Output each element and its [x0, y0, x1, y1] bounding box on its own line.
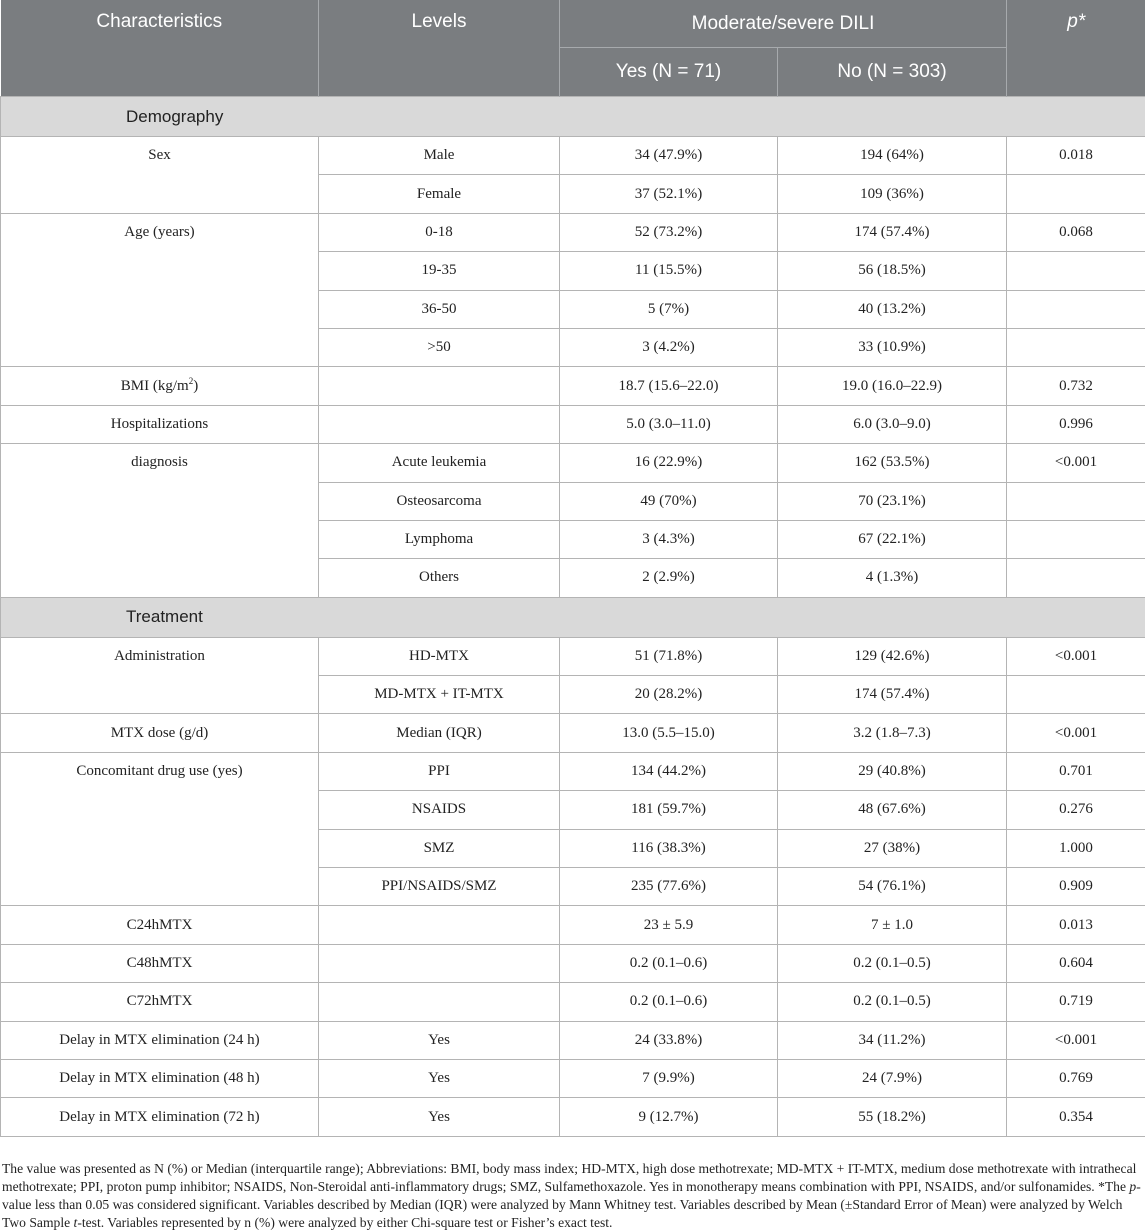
cell-level — [319, 405, 560, 443]
cell-no: 67 (22.1%) — [778, 520, 1007, 558]
cell-no: 54 (76.1%) — [778, 868, 1007, 906]
cell-yes: 24 (33.8%) — [560, 1021, 778, 1059]
cell-yes: 181 (59.7%) — [560, 791, 778, 829]
footnote-text-3: -test. Variables represented by n (%) were analyzed by either Chi-square test or Fisher’s exact test. — [77, 1215, 612, 1230]
cell-level: SMZ — [319, 829, 560, 867]
table-row — [1, 444, 1145, 482]
characteristic-suffix: ) — [193, 378, 198, 394]
cell-level: Yes — [319, 1098, 560, 1136]
header-levels: Levels — [319, 0, 560, 97]
cell-p-value — [1007, 559, 1145, 597]
cell-p-value: 0.013 — [1007, 906, 1145, 944]
cell-no: 19.0 (16.0–22.9) — [778, 367, 1007, 405]
footnote-text-1: The value was presented as N (%) or Median (interquartile range); Abbreviations: BMI, body mass index; HD-MTX, high dose methotrexate; MD-MTX + IT-MTX, medium dose methotrexate with intrathecal methotrexate; PPI, proton pump inhibitor; NSAIDS, Non-Steroidal anti-inflammatory drugs; SMZ, Sulfamethoxazole. Yes in monotherapy means combination with PPI, NSAIDS, and/or sulfonamides. *The — [2, 1161, 1136, 1194]
section-title: Treatment — [1, 597, 1145, 637]
cell-p-value: 0.769 — [1007, 1059, 1145, 1097]
table-header — [1, 0, 1145, 97]
cell-no: 33 (10.9%) — [778, 328, 1007, 366]
cell-yes: 9 (12.7%) — [560, 1098, 778, 1136]
table-row — [1, 367, 1145, 405]
cell-characteristic — [1, 944, 319, 982]
cell-p-value: 0.719 — [1007, 983, 1145, 1021]
cell-no: 55 (18.2%) — [778, 1098, 1007, 1136]
table-row — [1, 137, 1145, 175]
cell-characteristic — [1, 213, 319, 367]
cell-level — [319, 944, 560, 982]
cell-no: 24 (7.9%) — [778, 1059, 1007, 1097]
cell-p-value — [1007, 290, 1145, 328]
characteristic-label: BMI (kg/m — [121, 378, 189, 394]
cell-yes: 3 (4.2%) — [560, 328, 778, 366]
table-row — [1, 1059, 1145, 1097]
cell-level — [319, 983, 560, 1021]
characteristic-label: C48hMTX — [127, 955, 193, 971]
cell-level: Others — [319, 559, 560, 597]
cell-p-value: 0.068 — [1007, 213, 1145, 251]
characteristic-label: Sex — [148, 147, 171, 163]
table-row — [1, 405, 1145, 443]
characteristic-label: Administration — [114, 648, 205, 664]
cell-level: Median (IQR) — [319, 714, 560, 752]
footnote — [2, 1160, 1143, 1232]
cell-yes: 134 (44.2%) — [560, 752, 778, 790]
cell-p-value — [1007, 252, 1145, 290]
cell-yes: 0.2 (0.1–0.6) — [560, 983, 778, 1021]
cell-p-value: 1.000 — [1007, 829, 1145, 867]
header-dili-group: Moderate/severe DILI — [560, 0, 1007, 48]
cell-no: 129 (42.6%) — [778, 637, 1007, 675]
cell-characteristic — [1, 444, 319, 598]
cell-no: 70 (23.1%) — [778, 482, 1007, 520]
cell-p-value: 0.732 — [1007, 367, 1145, 405]
cell-characteristic — [1, 714, 319, 752]
cell-level: Osteosarcoma — [319, 482, 560, 520]
cell-yes: 116 (38.3%) — [560, 829, 778, 867]
cell-level: HD-MTX — [319, 637, 560, 675]
characteristic-label: MTX dose (g/d) — [111, 725, 209, 741]
cell-yes: 235 (77.6%) — [560, 868, 778, 906]
cell-p-value — [1007, 482, 1145, 520]
characteristic-label: Delay in MTX elimination (72 h) — [59, 1109, 259, 1125]
cell-level: Female — [319, 175, 560, 213]
cell-level: Acute leukemia — [319, 444, 560, 482]
cell-yes: 18.7 (15.6–22.0) — [560, 367, 778, 405]
section-row — [1, 97, 1145, 137]
table-row — [1, 906, 1145, 944]
cell-level — [319, 367, 560, 405]
cell-level: 36-50 — [319, 290, 560, 328]
cell-yes: 2 (2.9%) — [560, 559, 778, 597]
cell-level: 0-18 — [319, 213, 560, 251]
cell-yes: 11 (15.5%) — [560, 252, 778, 290]
section-title: Demography — [1, 97, 1145, 137]
table-row — [1, 1098, 1145, 1136]
cell-no: 7 ± 1.0 — [778, 906, 1007, 944]
cell-yes: 16 (22.9%) — [560, 444, 778, 482]
cell-characteristic — [1, 367, 319, 405]
cell-yes: 3 (4.3%) — [560, 520, 778, 558]
cell-p-value: 0.354 — [1007, 1098, 1145, 1136]
cell-no: 6.0 (3.0–9.0) — [778, 405, 1007, 443]
table-row — [1, 752, 1145, 790]
cell-p-value — [1007, 676, 1145, 714]
cell-characteristic — [1, 906, 319, 944]
cell-no: 48 (67.6%) — [778, 791, 1007, 829]
characteristic-label: C24hMTX — [127, 917, 193, 933]
table-row — [1, 944, 1145, 982]
characteristic-label: diagnosis — [131, 454, 188, 470]
footnote-text-2: -value less than 0.05 was considered significant. Variables described by Median (IQR) were analyzed by Mann Whitney test. Variables described by Mean (±Standard Error of Mean) were analyzed by Welch Two Sample — [2, 1179, 1141, 1230]
section-row — [1, 597, 1145, 637]
header-characteristics: Characteristics — [1, 0, 319, 97]
characteristic-label: Delay in MTX elimination (48 h) — [59, 1070, 259, 1086]
cell-characteristic — [1, 1059, 319, 1097]
cell-no: 0.2 (0.1–0.5) — [778, 983, 1007, 1021]
cell-level: NSAIDS — [319, 791, 560, 829]
cell-no: 3.2 (1.8–7.3) — [778, 714, 1007, 752]
cell-level: Lymphoma — [319, 520, 560, 558]
cell-yes: 0.2 (0.1–0.6) — [560, 944, 778, 982]
cell-no: 34 (11.2%) — [778, 1021, 1007, 1059]
cell-p-value: 0.909 — [1007, 868, 1145, 906]
cell-characteristic — [1, 137, 319, 214]
cell-yes: 5 (7%) — [560, 290, 778, 328]
cell-characteristic — [1, 405, 319, 443]
cell-no: 109 (36%) — [778, 175, 1007, 213]
cell-level: >50 — [319, 328, 560, 366]
cell-p-value: 0.018 — [1007, 137, 1145, 175]
cell-level: PPI — [319, 752, 560, 790]
table-row — [1, 714, 1145, 752]
cell-yes: 49 (70%) — [560, 482, 778, 520]
characteristic-label: Concomitant drug use (yes) — [76, 763, 242, 779]
cell-no: 194 (64%) — [778, 137, 1007, 175]
cell-level: PPI/NSAIDS/SMZ — [319, 868, 560, 906]
cell-p-value: 0.701 — [1007, 752, 1145, 790]
cell-p-value: <0.001 — [1007, 637, 1145, 675]
cell-no: 0.2 (0.1–0.5) — [778, 944, 1007, 982]
cell-no: 40 (13.2%) — [778, 290, 1007, 328]
cell-characteristic — [1, 752, 319, 906]
cell-p-value — [1007, 328, 1145, 366]
cell-no: 174 (57.4%) — [778, 676, 1007, 714]
cell-no: 174 (57.4%) — [778, 213, 1007, 251]
cell-level: Yes — [319, 1059, 560, 1097]
cell-no: 27 (38%) — [778, 829, 1007, 867]
cell-no: 162 (53.5%) — [778, 444, 1007, 482]
footnote-t-italic: t — [74, 1215, 78, 1230]
cell-level: MD-MTX + IT-MTX — [319, 676, 560, 714]
cell-p-value: 0.996 — [1007, 405, 1145, 443]
characteristic-label: Hospitalizations — [111, 416, 209, 432]
cell-level: Yes — [319, 1021, 560, 1059]
cell-yes: 7 (9.9%) — [560, 1059, 778, 1097]
cell-p-value: <0.001 — [1007, 714, 1145, 752]
cell-no: 56 (18.5%) — [778, 252, 1007, 290]
characteristic-label: C72hMTX — [127, 993, 193, 1009]
cell-characteristic — [1, 637, 319, 714]
footnote-p-italic: p — [1129, 1179, 1136, 1194]
characteristic-label: Delay in MTX elimination (24 h) — [59, 1032, 259, 1048]
header-p-value: p* — [1007, 0, 1145, 97]
cell-level — [319, 906, 560, 944]
cell-yes: 34 (47.9%) — [560, 137, 778, 175]
cell-yes: 37 (52.1%) — [560, 175, 778, 213]
cell-characteristic — [1, 1021, 319, 1059]
cell-characteristic — [1, 983, 319, 1021]
cell-level: 19-35 — [319, 252, 560, 290]
characteristic-superscript: 2 — [189, 376, 194, 386]
cell-p-value: <0.001 — [1007, 1021, 1145, 1059]
characteristic-label: Age (years) — [124, 224, 194, 240]
table-row — [1, 1021, 1145, 1059]
cell-yes: 5.0 (3.0–11.0) — [560, 405, 778, 443]
table-row — [1, 637, 1145, 675]
cell-yes: 52 (73.2%) — [560, 213, 778, 251]
header-no: No (N = 303) — [778, 48, 1007, 97]
cell-yes: 20 (28.2%) — [560, 676, 778, 714]
cell-p-value: 0.604 — [1007, 944, 1145, 982]
table-row — [1, 213, 1145, 251]
cell-characteristic — [1, 1098, 319, 1136]
table-row — [1, 983, 1145, 1021]
cell-level: Male — [319, 137, 560, 175]
cell-p-value — [1007, 520, 1145, 558]
cell-yes: 23 ± 5.9 — [560, 906, 778, 944]
header-yes: Yes (N = 71) — [560, 48, 778, 97]
cell-yes: 51 (71.8%) — [560, 637, 778, 675]
cell-no: 29 (40.8%) — [778, 752, 1007, 790]
cell-p-value: 0.276 — [1007, 791, 1145, 829]
cell-p-value — [1007, 175, 1145, 213]
table-body — [1, 97, 1145, 1137]
cell-no: 4 (1.3%) — [778, 559, 1007, 597]
cell-yes: 13.0 (5.5–15.0) — [560, 714, 778, 752]
cell-p-value: <0.001 — [1007, 444, 1145, 482]
